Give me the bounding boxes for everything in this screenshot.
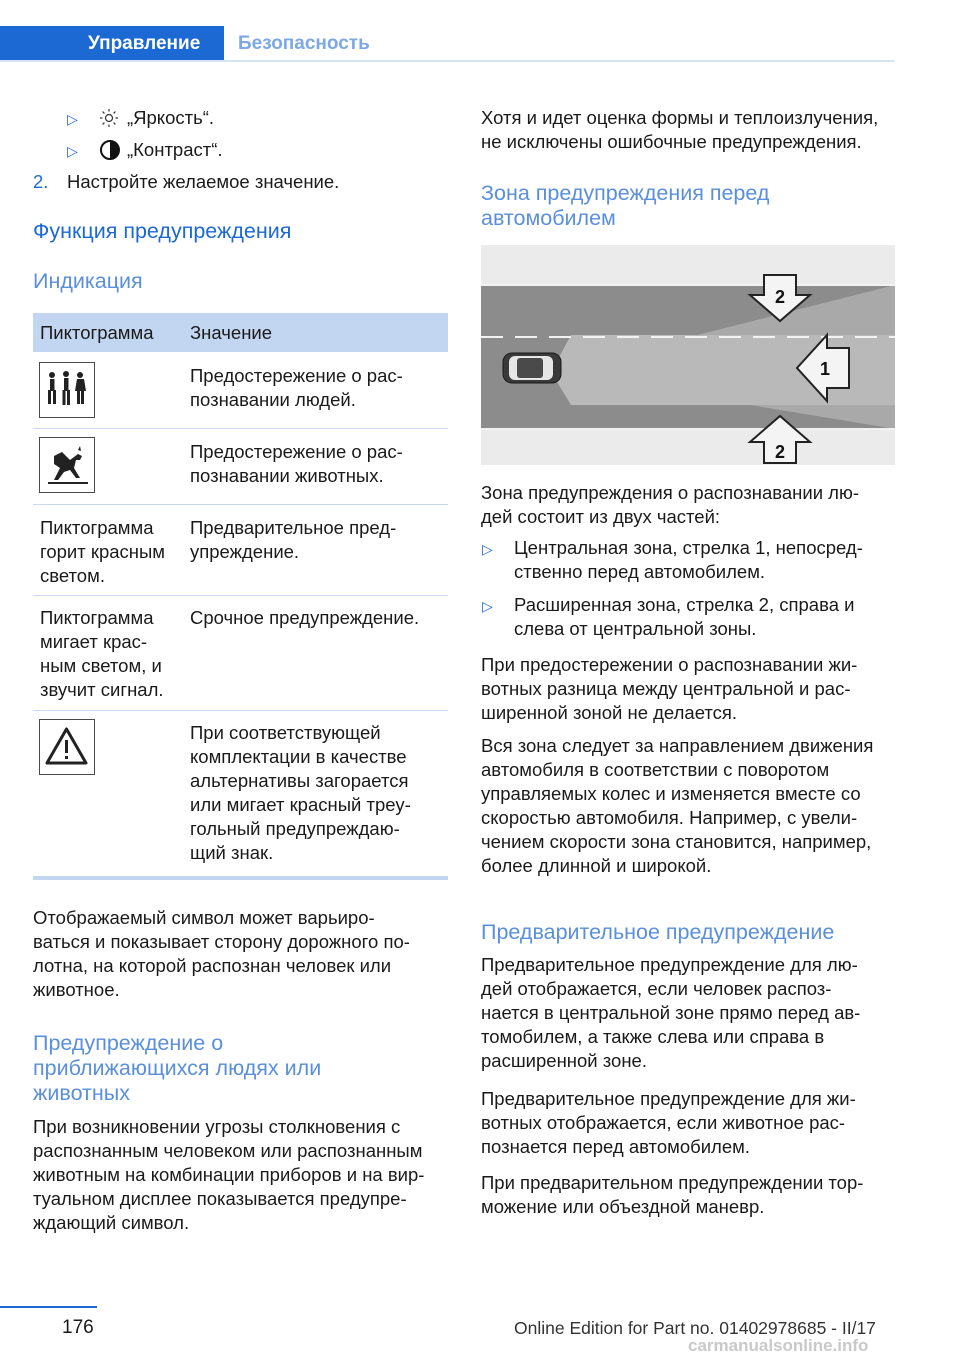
table-row-divider bbox=[33, 428, 448, 429]
table-row-divider bbox=[33, 504, 448, 505]
edition-info: Online Edition for Part no. 01402978685 - II/17 bbox=[514, 1318, 876, 1338]
header-divider bbox=[0, 60, 895, 62]
table-cell-pictogram: Пиктограмма мигает крас- ным светом, и звучит сигнал. bbox=[40, 607, 164, 700]
paragraph: Предварительное предупреждение для жи- вотных отображается, если животное рас- познается перед автомобилем. bbox=[481, 1088, 856, 1157]
heading-warning-function: Функция предупреждения bbox=[33, 219, 292, 243]
list-bullet: ▷ bbox=[482, 598, 493, 614]
column-header-meaning: Значение bbox=[190, 322, 273, 343]
paragraph: При предварительном предупреждении тор- можение или объездной маневр. bbox=[481, 1172, 864, 1217]
column-header-pictogram: Пиктограмма bbox=[40, 322, 154, 343]
table-header bbox=[33, 313, 448, 352]
arrow-label-bottom: 2 bbox=[774, 442, 786, 462]
table-cell-pictogram: Пиктограмма горит красным светом. bbox=[40, 517, 166, 586]
list-item: Центральная зона, стрелка 1, непосред- ственно перед автомобилем. bbox=[514, 537, 863, 582]
heading-pre-warning: Предварительное предупреждение bbox=[481, 920, 835, 944]
heading-approaching-warning: Предупреждение о приближающихся людях или животных bbox=[33, 1031, 322, 1105]
table-row-divider bbox=[33, 595, 448, 596]
heading-warning-zone: Зона предупреждения перед автомобилем bbox=[481, 181, 770, 230]
list-bullet: ▷ bbox=[482, 541, 493, 557]
step-number: 2. bbox=[33, 171, 49, 192]
step-text: Настройте желаемое значение. bbox=[67, 171, 340, 192]
tab-control[interactable]: Управление bbox=[0, 26, 224, 62]
paragraph: При возникновении угрозы столкновения с распознанным человеком или распознанным животным на комбинации приборов и на вир- туальном дисплее показывается предупре- ждающий символ. bbox=[33, 1116, 425, 1233]
animal-warning-icon bbox=[39, 437, 95, 493]
table-cell-meaning: Предостережение о рас- познавании животных. bbox=[190, 441, 403, 486]
paragraph: Отображаемый символ может варьиро- ваться и показывает сторону дорожного по- лотна, на которой распознан человек или животное. bbox=[33, 907, 410, 1000]
paragraph: Зона предупреждения о распознавании лю- дей состоит из двух частей: bbox=[481, 482, 860, 527]
warning-zone-illustration bbox=[481, 245, 895, 465]
paragraph: При предостережении о распознавании жи- вотных разница между центральной и рас- ширенной зоной не делается. bbox=[481, 654, 858, 723]
footer-divider bbox=[0, 1306, 97, 1308]
contrast-icon bbox=[99, 139, 121, 161]
watermark: carmanualsonline.info bbox=[688, 1336, 869, 1355]
paragraph: Предварительное предупреждение для лю- дей отображается, если человек распоз- нается в центральной зоне прямо перед ав- томобилем, а также слева или справа в расширенной зоне. bbox=[481, 954, 861, 1071]
table-cell-meaning: При соответствующей комплектации в качестве альтернативы загорается или мигает красный треу- гольный предупреждаю- щий знак. bbox=[190, 722, 411, 863]
brightness-icon bbox=[98, 107, 120, 129]
list-item-contrast: „Контраст“. bbox=[127, 139, 223, 160]
table-cell-meaning: Предостережение о рас- познавании людей. bbox=[190, 365, 403, 410]
paragraph: Вся зона следует за направлением движения автомобиля в соответствии с поворотом управляемых колес и изменяется вместе со скоростью автомобиля. Например, с увели- чением скорости зона становится, например, более длинной и широкой. bbox=[481, 735, 874, 876]
paragraph: Хотя и идет оценка формы и теплоизлучения, не исключены ошибочные предупреждения. bbox=[481, 107, 879, 152]
list-item: Расширенная зона, стрелка 2, справа и слева от центральной зоны. bbox=[514, 594, 855, 639]
table-cell-meaning: Предварительное пред- упреждение. bbox=[190, 517, 397, 562]
heading-indication: Индикация bbox=[33, 269, 143, 293]
tab-safety[interactable]: Безопасность bbox=[238, 33, 370, 54]
arrow-label-top: 2 bbox=[774, 287, 786, 307]
list-bullet: ▷ bbox=[67, 111, 78, 127]
table-cell-meaning: Срочное предупреждение. bbox=[190, 607, 420, 628]
list-item-brightness: „Яркость“. bbox=[127, 107, 215, 128]
arrow-label-middle: 1 bbox=[819, 359, 831, 379]
page-number: 176 bbox=[62, 1317, 94, 1338]
warning-triangle-icon bbox=[39, 719, 95, 775]
table-bottom-border bbox=[33, 876, 448, 880]
list-bullet: ▷ bbox=[67, 143, 78, 159]
pedestrians-warning-icon bbox=[39, 362, 95, 418]
chapter-tabs bbox=[0, 26, 384, 62]
table-row-divider bbox=[33, 710, 448, 711]
